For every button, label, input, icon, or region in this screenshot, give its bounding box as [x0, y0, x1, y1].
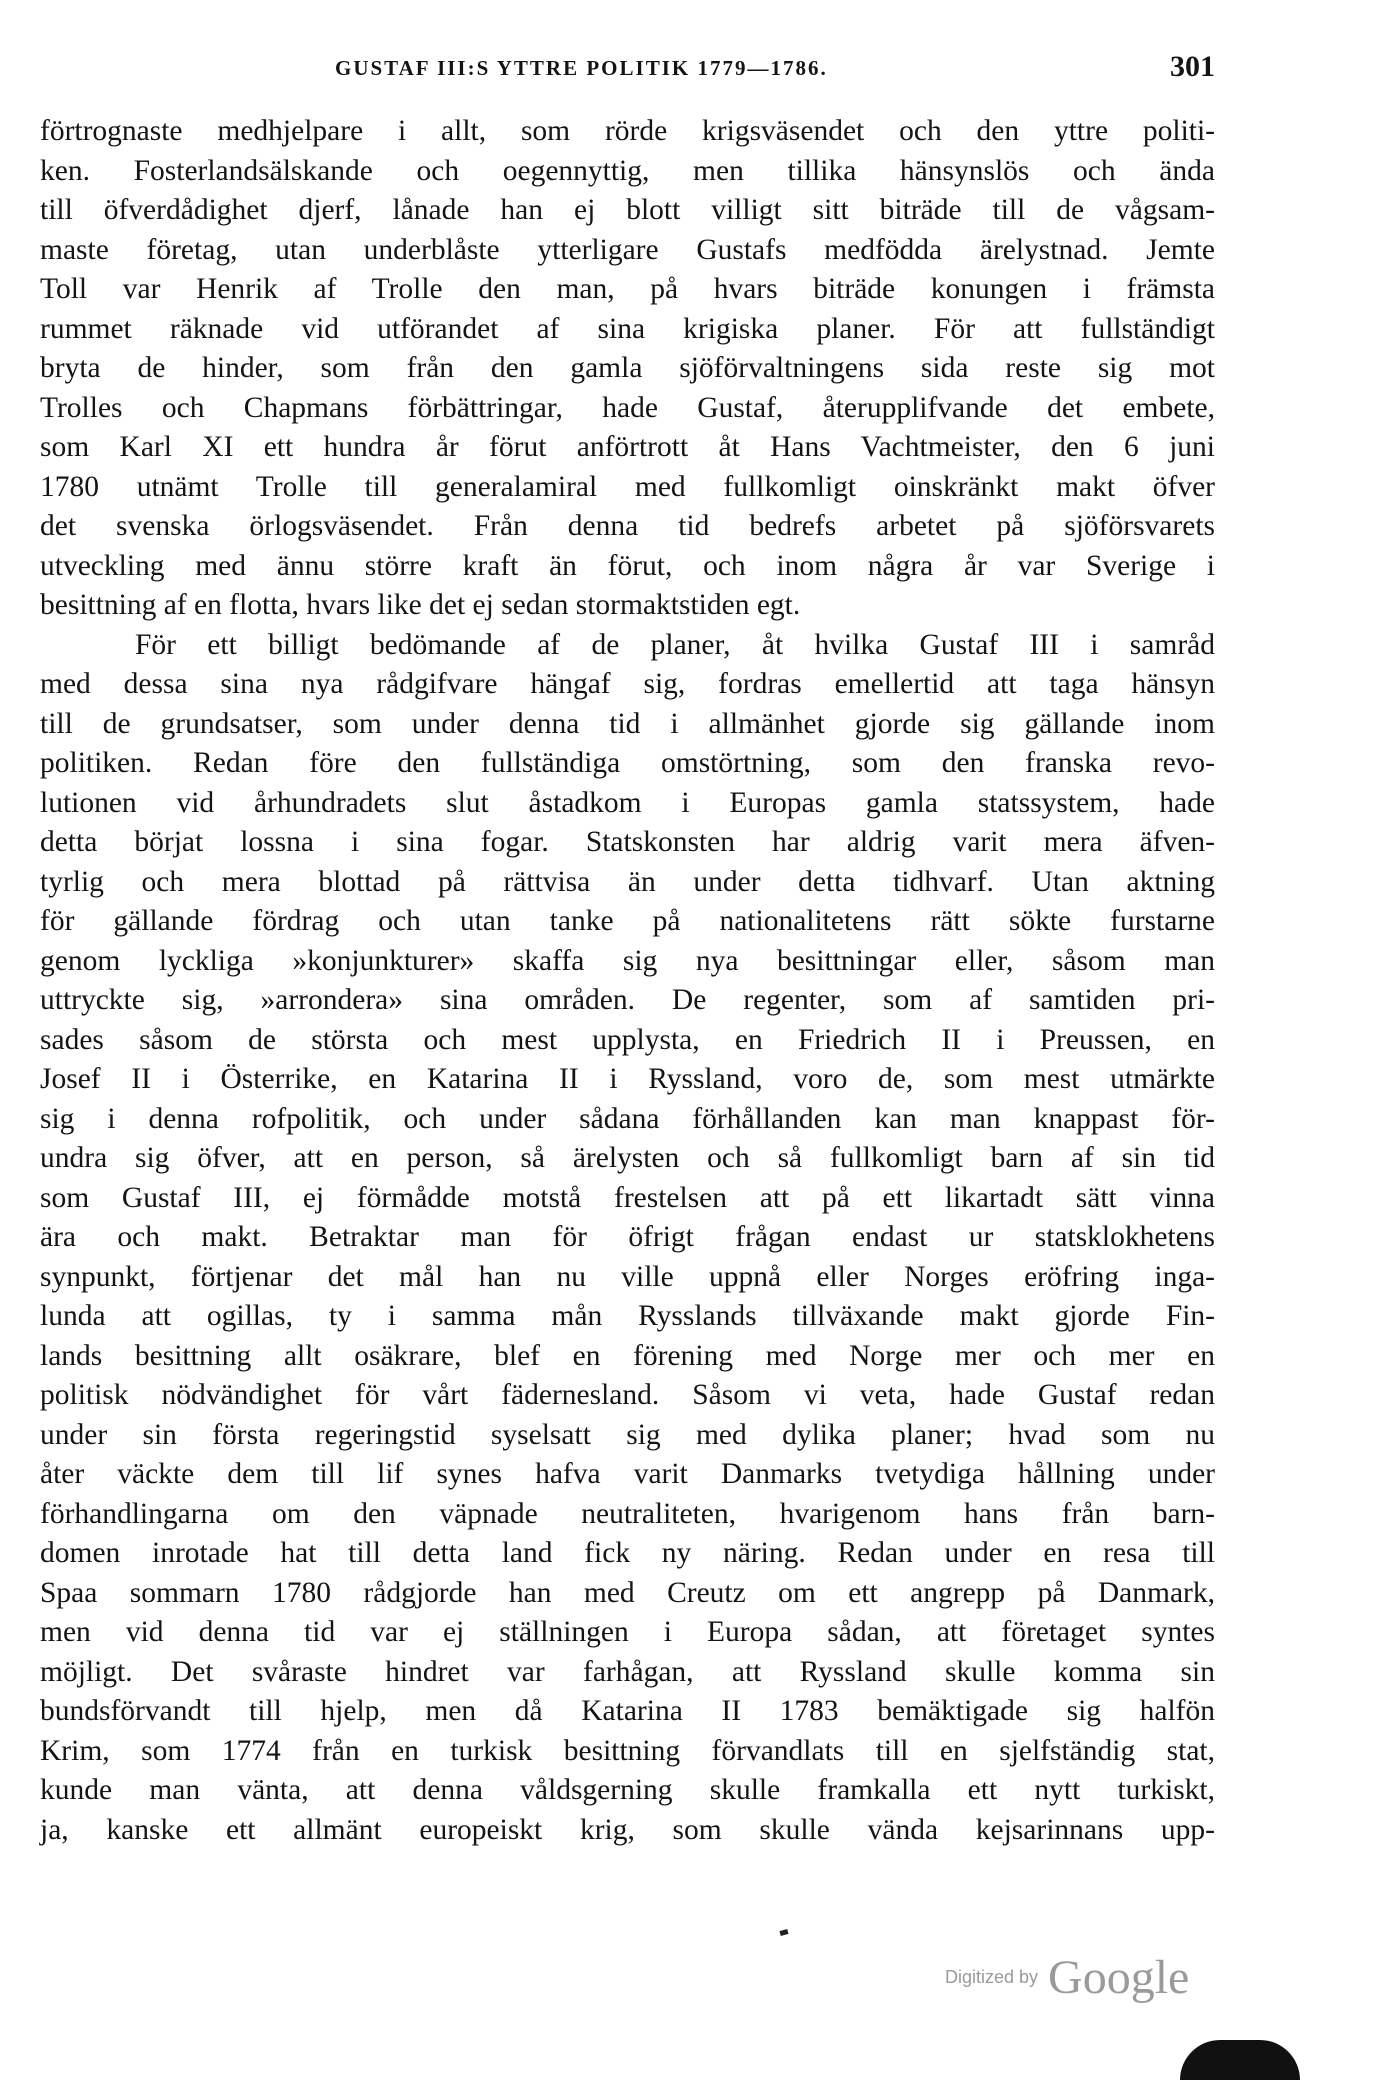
text-line: som Gustaf III, ej förmådde motstå frestelsen att på ett likartadt sätt vinna	[40, 1181, 1215, 1214]
text-line: lunda att ogillas, ty i samma mån Rysslands tillväxande makt gjorde Fin-	[40, 1300, 1215, 1332]
text-line: uttryckte sig, »arrondera» sina områden. De regenter, som af samtiden pri-	[40, 984, 1215, 1016]
body-text	[40, 112, 1215, 1850]
text-line: tyrlig och mera blottad på rättvisa än under detta tidhvarf. Utan aktning	[40, 865, 1215, 898]
text-line: utveckling med ännu större kraft än förut, och inom några år var Sverige i	[40, 549, 1215, 582]
watermark-prefix: Digitized by	[945, 1967, 1039, 1987]
text-line: till de grundsatser, som under denna tid i allmänhet gjorde sig gällande inom	[40, 707, 1215, 740]
text-line: bundsförvandt till hjelp, men då Katarina II 1783 bemäktigade sig halfön	[40, 1695, 1215, 1727]
text-line: ära och makt. Betraktar man för öfrigt frågan endast ur statsklokhetens	[40, 1221, 1215, 1253]
text-line: men vid denna tid var ej ställningen i Europa sådan, att företaget syntes	[40, 1616, 1215, 1648]
text-line: maste företag, utan underblåste ytterligare Gustafs medfödda ärelystnad. Jemte	[40, 233, 1215, 266]
scan-thumb-shadow	[1180, 2040, 1300, 2080]
text-line: som Karl XI ett hundra år förut anförtrott åt Hans Vachtmeister, den 6 juni	[40, 431, 1215, 463]
text-line: rummet räknade vid utförandet af sina krigiska planer. För att fullständigt	[40, 312, 1215, 345]
text-line: genom lyckliga »konjunkturer» skaffa sig nya besittningar eller, såsom man	[40, 944, 1215, 977]
text-line: sig i denna rofpolitik, och under sådana förhållanden kan man knappast för-	[40, 1102, 1215, 1135]
text-line: detta börjat lossna i sina fogar. Statskonsten har aldrig varit mera äfven-	[40, 826, 1215, 858]
digitization-watermark	[945, 1950, 1189, 2005]
text-line: lands besittning allt osäkrare, blef en förening med Norge mer och mer en	[40, 1339, 1215, 1372]
text-line: Josef II i Österrike, en Katarina II i Ryssland, voro de, som mest utmärkte	[40, 1063, 1215, 1095]
ink-mark	[779, 1929, 788, 1936]
text-line: domen inrotade hat till detta land fick ny näring. Redan under en resa till	[40, 1537, 1215, 1569]
text-line: ja, kanske ett allmänt europeiskt krig, som skulle vända kejsarinnans upp-	[40, 1813, 1215, 1846]
text-line: det svenska örlogsväsendet. Från denna tid bedrefs arbetet på sjöförsvarets	[40, 510, 1215, 542]
text-line: för gällande fördrag och utan tanke på nationalitetens rätt sökte furstarne	[40, 905, 1215, 937]
text-line: med dessa sina nya rådgifvare hängaf sig, fordras emellertid att taga hänsyn	[40, 668, 1215, 700]
text-line: politiken. Redan före den fullständiga omstörtning, som den franska revo-	[40, 747, 1215, 779]
text-line: ken. Fosterlandsälskande och oegennyttig, men tillika hänsynslös och ända	[40, 154, 1215, 187]
text-line: sades såsom de största och mest upplysta, en Friedrich II i Preussen, en	[40, 1023, 1215, 1056]
text-line: kunde man vänta, att denna våldsgerning skulle framkalla ett nytt turkiskt,	[40, 1774, 1215, 1806]
page-number: 301	[1170, 50, 1215, 83]
text-line: åter väckte dem till lif synes hafva varit Danmarks tvetydiga hållning under	[40, 1458, 1215, 1490]
text-line: möjligt. Det svåraste hindret var farhågan, att Ryssland skulle komma sin	[40, 1655, 1215, 1688]
text-line: förtrognaste medhjelpare i allt, som rörde krigsväsendet och den yttre politi-	[40, 115, 1215, 147]
paragraph-first-line: För ett billigt bedömande af de planer, åt hvilka Gustaf III i samråd	[135, 628, 1215, 661]
text-line: bryta de hinder, som från den gamla sjöförvaltningens sida reste sig mot	[40, 352, 1215, 384]
text-line: Toll var Henrik af Trolle den man, på hvars biträde konungen i främsta	[40, 273, 1215, 305]
google-logo: Google	[1048, 1951, 1190, 2004]
text-line: förhandlingarna om den väpnade neutraliteten, hvarigenom hans från barn-	[40, 1497, 1215, 1530]
text-line: Krim, som 1774 från en turkisk besittning förvandlats till en sjelfständig stat,	[40, 1734, 1215, 1767]
text-line: 1780 utnämt Trolle till generalamiral med fullkomligt oinskränkt makt öfver	[40, 470, 1215, 503]
text-line: Trolles och Chapmans förbättringar, hade Gustaf, återupplifvande det embete,	[40, 391, 1215, 424]
text-line: synpunkt, förtjenar det mål han nu ville uppnå eller Norges eröfring inga-	[40, 1260, 1215, 1293]
text-line: till öfverdådighet djerf, lånade han ej blott villigt sitt biträde till de vågsam-	[40, 194, 1215, 226]
text-line: lutionen vid århundradets slut åstadkom i Europas gamla statssystem, hade	[40, 786, 1215, 819]
running-head: GUSTAF III:S YTTRE POLITIK 1779—1786.	[335, 56, 828, 80]
text-line: politisk nödvändighet för vårt fädernesland. Såsom vi veta, hade Gustaf redan	[40, 1379, 1215, 1411]
text-line: under sin första regeringstid syselsatt sig med dylika planer; hvad som nu	[40, 1418, 1215, 1451]
page-header	[40, 50, 1215, 90]
text-line: undra sig öfver, att en person, så ärelysten och så fullkomligt barn af sin tid	[40, 1142, 1215, 1174]
paragraph-end-line: besittning af en flotta, hvars like det ej sedan stormaktstiden egt.	[40, 589, 801, 621]
text-line: Spaa sommarn 1780 rådgjorde han med Creutz om ett angrepp på Danmark,	[40, 1576, 1215, 1609]
